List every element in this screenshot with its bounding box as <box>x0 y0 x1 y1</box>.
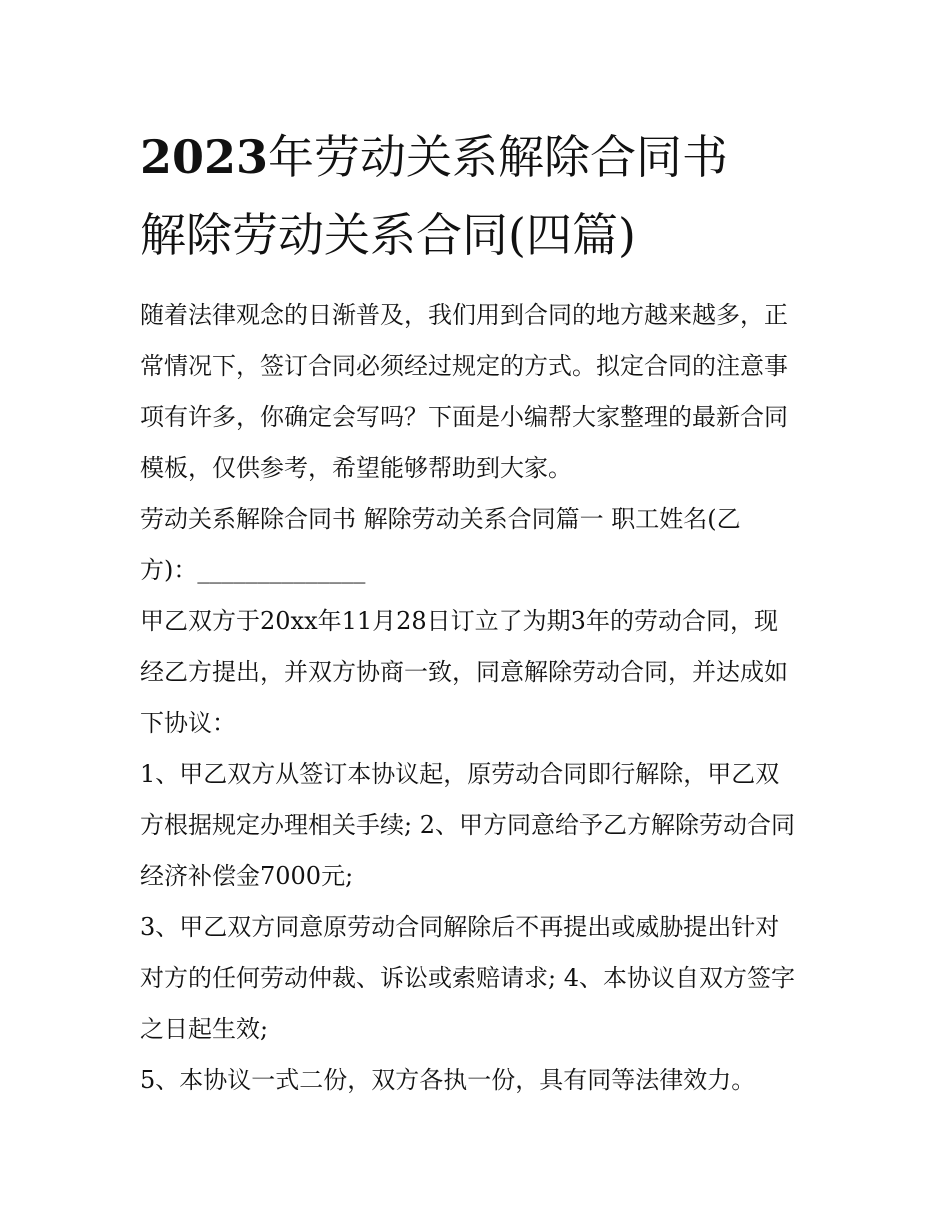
text-line: 5、本协议一式二份，双方各执一份，具有同等法律效力。 <box>140 1066 756 1094</box>
text-line: 经济补偿金7000元; <box>140 862 354 890</box>
document-page <box>140 118 820 1106</box>
text-line: 劳动关系解除合同书 解除劳动关系合同篇一 职工姓名(乙 <box>140 505 741 533</box>
text-line: 下协议： <box>140 709 236 737</box>
text-line: 甲乙双方于20xx年11月28日订立了为期3年的劳动合同，现 <box>140 607 778 635</box>
title-line-2: 解除劳动关系合同(四篇) <box>140 208 636 262</box>
agreement-paragraph <box>140 596 820 749</box>
title-line-1 <box>140 118 820 196</box>
section-heading-paragraph <box>140 494 820 596</box>
clause-paragraph-3 <box>140 902 820 1055</box>
text-line: 之日起生效; <box>140 1015 269 1043</box>
document-body <box>140 290 820 1106</box>
clause-paragraph-5 <box>140 1055 820 1106</box>
text-line: 随着法律观念的日渐普及，我们用到合同的地方越来越多，正 <box>140 301 788 329</box>
title-year: 2023 <box>140 130 269 184</box>
document-title <box>140 118 820 274</box>
title-line-1-text: 年劳动关系解除合同书 <box>268 130 729 184</box>
text-line: 模板，仅供参考，希望能够帮助到大家。 <box>140 454 572 482</box>
text-line: 经乙方提出，并双方协商一致，同意解除劳动合同，并达成如 <box>140 658 788 686</box>
text-line: 方根据规定办理相关手续; 2、甲方同意给予乙方解除劳动合同 <box>140 811 795 839</box>
text-line: 3、甲乙双方同意原劳动合同解除后不再提出或威胁提出针对 <box>140 913 780 941</box>
text-line: 项有许多，你确定会写吗？下面是小编帮大家整理的最新合同 <box>140 403 788 431</box>
text-line: 方)：______________ <box>140 556 366 584</box>
text-line: 1、甲乙双方从签订本协议起，原劳动合同即行解除，甲乙双 <box>140 760 780 788</box>
intro-paragraph <box>140 290 820 494</box>
clause-paragraph-1 <box>140 749 820 902</box>
text-line: 常情况下，签订合同必须经过规定的方式。拟定合同的注意事 <box>140 352 788 380</box>
text-line: 对方的任何劳动仲裁、诉讼或索赔请求; 4、本协议自双方签字 <box>140 964 795 992</box>
